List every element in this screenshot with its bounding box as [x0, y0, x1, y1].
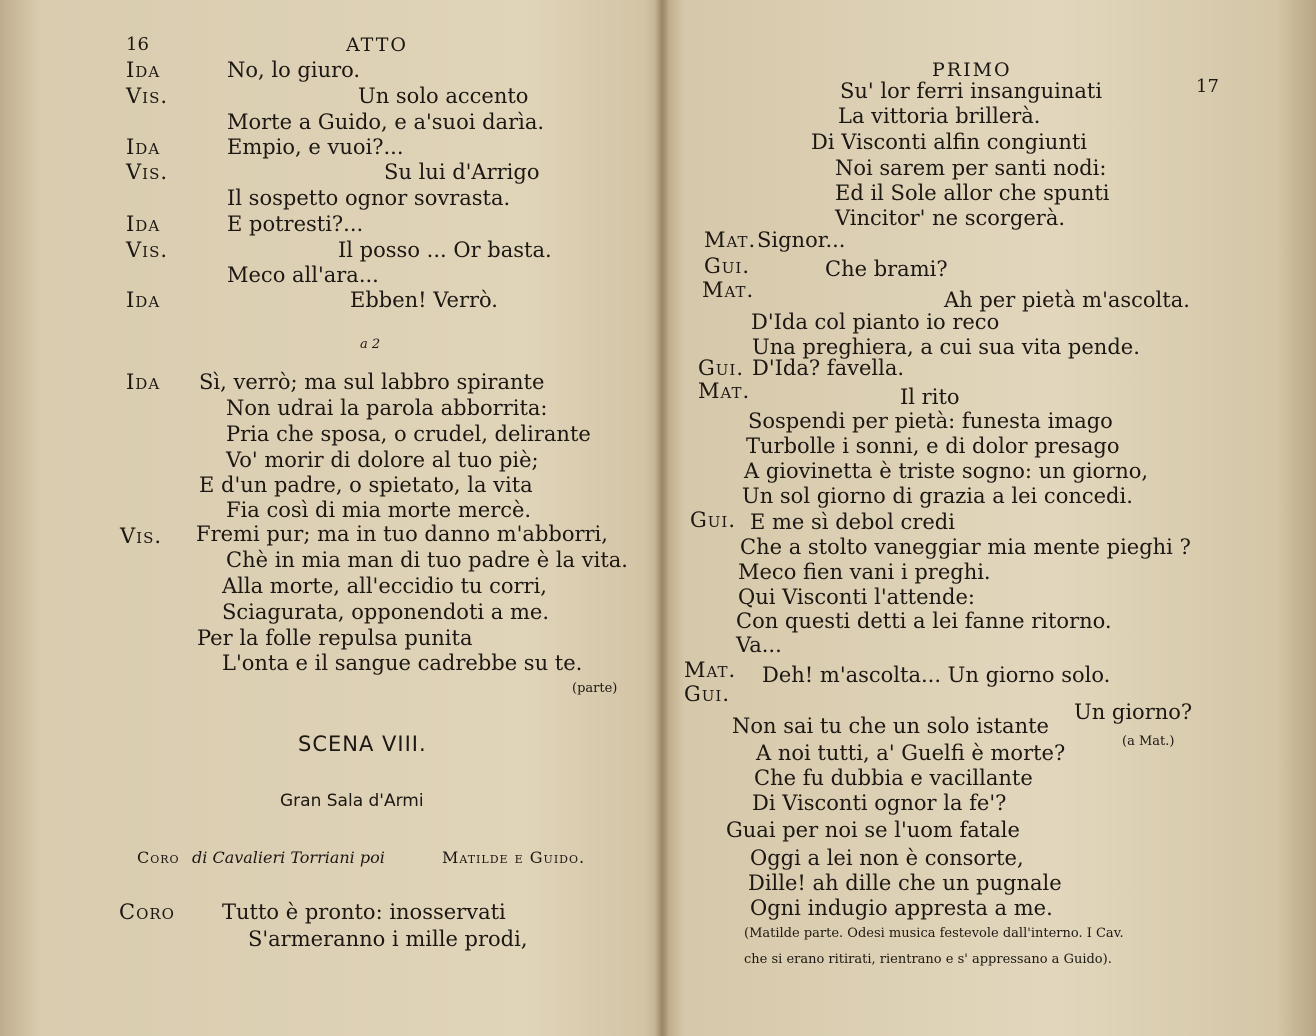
scene-title: SCENA VIII. — [298, 732, 427, 756]
speaker: Ida — [126, 212, 161, 236]
speaker: Gui. — [704, 254, 751, 278]
running-header: PRIMO — [932, 59, 1012, 81]
verse-line: Non udrai la parola abborrita: — [226, 396, 548, 420]
speaker: Vis. — [126, 84, 169, 108]
speaker: Coro — [119, 900, 175, 924]
verse-line: Alla morte, all'eccidio tu corri, — [222, 574, 547, 598]
verse-line: Non sai tu che un solo istante — [732, 714, 1049, 738]
speaker: Ida — [126, 135, 161, 159]
speaker: Gui. — [690, 508, 737, 532]
verse-line: E me sì debol credi — [750, 510, 955, 534]
verse-line: Meco all'ara... — [227, 263, 379, 287]
stage-direction: (parte) — [572, 681, 618, 696]
verse-line: Pria che sposa, o crudel, delirante — [226, 422, 591, 446]
verse-line: Vincitor' ne scorgerà. — [835, 206, 1066, 230]
speaker: Vis. — [120, 524, 163, 548]
verse-line: Oggi a lei non è consorte, — [750, 846, 1024, 870]
speaker: Gui. — [698, 356, 745, 380]
speaker: Ida — [126, 58, 161, 82]
verse-line: Fremi pur; ma in tuo danno m'abborri, — [196, 522, 608, 546]
verse-line: No, lo giuro. — [227, 58, 361, 82]
verse-line: Un giorno? — [1074, 700, 1193, 724]
verse-line: Qui Visconti l'attende: — [738, 585, 975, 609]
verse-line: Una preghiera, a cui sua vita pende. — [752, 335, 1140, 359]
verse-line: Deh! m'ascolta... Un giorno solo. — [762, 663, 1111, 687]
right-page — [664, 0, 1316, 1036]
verse-line: Chè in mia man di tuo padre è la vita. — [226, 548, 628, 572]
verse-line: Di Visconti alfin congiunti — [811, 130, 1088, 154]
speaker: Mat. — [684, 658, 737, 682]
verse-line: Fia così di mia morte mercè. — [226, 498, 532, 522]
verse-line: Ebben! Verrò. — [350, 288, 498, 312]
verse-line: Il sospetto ognor sovrasta. — [227, 186, 511, 210]
verse-line: Noi sarem per santi nodi: — [835, 156, 1107, 180]
verse-line: Che a stolto vaneggiar mia mente pieghi ? — [740, 535, 1191, 559]
verse-line: Tutto è pronto: inosservati — [222, 900, 506, 924]
verse-line: Empio, e vuoi?... — [227, 135, 404, 159]
verse-line: Di Visconti ognor la fe'? — [752, 791, 1007, 815]
verse-line: Che brami? — [825, 257, 948, 281]
verse-line: Sì, verrò; ma sul labbro spirante — [199, 370, 545, 394]
verse-line: D'Ida col pianto io reco — [751, 310, 1000, 334]
speaker: Ida — [126, 288, 161, 312]
verse-line: Vo' morir di dolore al tuo piè; — [226, 448, 539, 472]
verse-line: Morte a Guido, e a'suoi darìa. — [227, 110, 545, 134]
verse-line: Il rito — [900, 385, 960, 409]
cast-names: Matilde e Guido. — [442, 848, 586, 867]
scene-setting: Gran Sala d'Armi — [280, 791, 424, 811]
verse-line: Turbolle i sonni, e di dolor presago — [746, 434, 1120, 458]
verse-line: Ed il Sole allor che spunti — [835, 181, 1110, 205]
speaker: Mat. — [704, 228, 757, 252]
verse-line: Guai per noi se l'uom fatale — [726, 818, 1020, 842]
page-number: 16 — [126, 34, 149, 55]
verse-line: Un sol giorno di grazia a lei concedi. — [742, 484, 1133, 508]
verse-line: Il posso ... Or basta. — [338, 238, 552, 262]
verse-line: S'armeranno i mille prodi, — [248, 927, 528, 951]
stage-direction: (a Mat.) — [1122, 734, 1175, 749]
verse-line: A giovinetta è triste sogno: un giorno, — [744, 459, 1149, 483]
verse-line: Va... — [736, 633, 782, 657]
speaker: Ida — [126, 370, 161, 394]
verse-line: Meco fien vani i preghi. — [738, 560, 991, 584]
verse-line: Che fu dubbia e vacillante — [754, 766, 1033, 790]
cast-list: di Cavalieri Torriani poi — [192, 848, 385, 867]
speaker: Mat. — [698, 379, 751, 403]
stage-note: (Matilde parte. Odesi musica festevole dall'interno. I Cav. — [744, 926, 1124, 941]
stage-note: che si erano ritirati, rientrano e s' appressano a Guido). — [744, 952, 1112, 967]
verse-line: Su' lor ferri insanguinati — [840, 79, 1103, 103]
verse-line: Ah per pietà m'ascolta. — [944, 288, 1190, 312]
verse-line: D'Ida? favella. — [752, 356, 905, 380]
verse-line: Dille! ah dille che un pugnale — [748, 871, 1062, 895]
speaker: Gui. — [684, 682, 731, 706]
speaker: Mat. — [702, 278, 755, 302]
verse-line: Ogni indugio appresta a me. — [750, 896, 1053, 920]
verse-line: Sospendi per pietà: funesta imago — [748, 409, 1113, 433]
verse-line: Per la folle repulsa punita — [197, 626, 473, 650]
verse-line: L'onta e il sangue cadrebbe su te. — [222, 651, 583, 675]
verse-line: Sciagurata, opponendoti a me. — [222, 600, 549, 624]
verse-line: La vittoria brillerà. — [838, 104, 1041, 128]
speaker: Vis. — [126, 238, 169, 262]
verse-line: E potresti?... — [227, 212, 364, 236]
cast-prefix: Coro — [137, 848, 180, 867]
verse-line: A noi tutti, a' Guelfi è morte? — [756, 741, 1066, 765]
running-header: ATTO — [346, 34, 408, 56]
a-due-marker: a 2 — [360, 337, 381, 352]
verse-line: Con questi detti a lei fanne ritorno. — [736, 609, 1112, 633]
speaker: Vis. — [126, 160, 169, 184]
verse-line: Un solo accento — [358, 84, 529, 108]
verse-line: E d'un padre, o spietato, la vita — [199, 473, 533, 497]
verse-line: Signor... — [757, 228, 846, 252]
page-number: 17 — [1196, 76, 1219, 97]
verse-line: Su lui d'Arrigo — [384, 160, 540, 184]
